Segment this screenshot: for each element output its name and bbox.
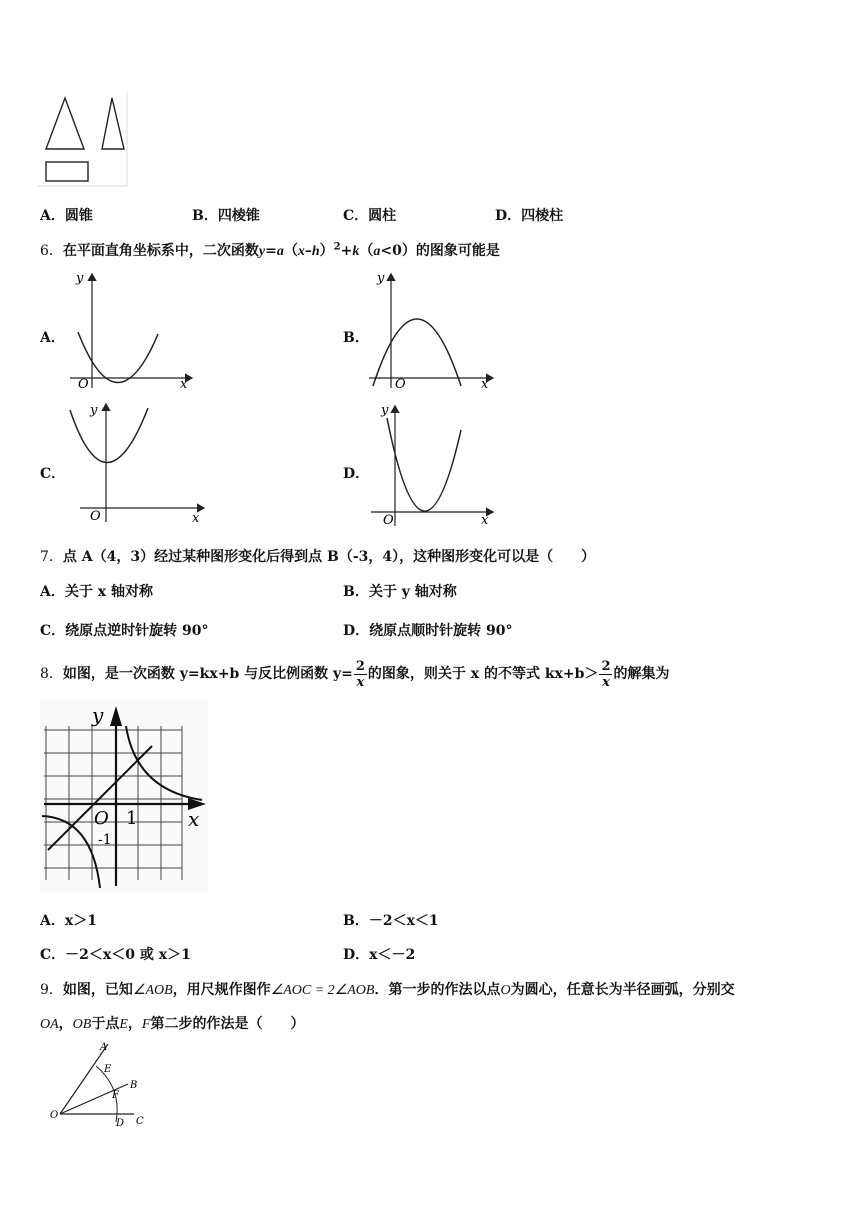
q7-option-a xyxy=(40,581,153,601)
front-view-triangle xyxy=(46,98,84,149)
q7-option-d xyxy=(343,620,513,640)
q6-option-a-label: A． xyxy=(40,330,65,346)
formula-k: k xyxy=(352,244,360,259)
q8-graph xyxy=(40,700,208,892)
q6-stem xyxy=(40,240,500,260)
formula-minus: – xyxy=(304,243,312,259)
q6-graph-b xyxy=(365,262,505,392)
option-text: 四棱柱 xyxy=(521,208,564,224)
graph-neg-one-label: -1 xyxy=(98,832,112,848)
question-number: 9． xyxy=(40,982,63,998)
origin-label: O xyxy=(395,377,406,392)
q6-stem-after: 的图象可能是 xyxy=(415,243,500,259)
option-label: C． xyxy=(40,947,66,963)
q6-graph-c xyxy=(62,398,212,528)
option-text: 关于 x 轴对称 xyxy=(64,584,153,600)
formula-close: ） xyxy=(319,243,334,259)
parabola-curve xyxy=(70,408,148,463)
formula-plus: + xyxy=(340,243,353,259)
angle-aob: ∠AOB xyxy=(132,983,173,998)
q9-line1-a: 如图，已知 xyxy=(62,982,133,998)
q5-option-b xyxy=(192,205,260,225)
side-view-triangle xyxy=(102,98,124,149)
option-label: B． xyxy=(192,208,218,224)
origin-label: O xyxy=(90,509,101,524)
parabola-curve xyxy=(78,332,158,383)
option-label: C． xyxy=(343,208,369,224)
option-label: D． xyxy=(495,208,522,224)
segment-ob: OB xyxy=(72,1017,92,1032)
option-label: A． xyxy=(40,584,65,600)
cond-a: a xyxy=(373,244,381,259)
q8-option-a xyxy=(40,910,97,930)
graph-y-label: y xyxy=(92,703,104,727)
axis-x-label: x xyxy=(481,513,489,528)
point-f: F xyxy=(141,1017,151,1032)
q5-option-a xyxy=(40,205,93,225)
formula-paren: （ xyxy=(283,243,298,259)
axis-y-label: y xyxy=(377,271,385,286)
segment-oa: OA xyxy=(40,1017,59,1032)
formula-h: h xyxy=(311,244,320,259)
question-number: 7． xyxy=(40,549,63,565)
graph-origin-label: O xyxy=(94,808,109,829)
option-label: B． xyxy=(343,913,369,929)
option-text: 圆锥 xyxy=(64,208,93,224)
option-label: C． xyxy=(40,623,66,639)
parabola-curve xyxy=(373,319,461,386)
option-text: 绕原点逆时针旋转 90° xyxy=(65,623,209,639)
q6-graph-d xyxy=(365,398,505,528)
fraction-numerator: 2 xyxy=(601,658,611,674)
q9-line2-b: ， xyxy=(127,1016,142,1032)
q9-angle-figure xyxy=(46,1040,156,1130)
option-text: 关于 y 轴对称 xyxy=(368,584,457,600)
top-view-rectangle xyxy=(46,162,88,181)
label-o: O xyxy=(50,1110,59,1121)
q6-option-b-label: B． xyxy=(343,330,369,346)
question-number: 8． xyxy=(40,666,63,682)
label-b: B xyxy=(130,1080,138,1091)
q7-stem xyxy=(40,546,595,566)
q8-option-d xyxy=(343,944,415,964)
q9-stem-line1 xyxy=(40,979,735,999)
q7-option-b xyxy=(343,581,457,601)
q6-stem-before: 在平面直角坐标系中，二次函数 xyxy=(62,243,259,259)
q8-stem-1: 如图，是一次函数 y=kx+b 与反比例函数 y= xyxy=(62,666,353,682)
point-o: O xyxy=(500,983,511,998)
fraction-denominator: x xyxy=(602,674,610,690)
formula-x: x xyxy=(297,244,305,259)
q9-line1-b: ，用尺规作图作 xyxy=(172,982,271,998)
q6-option-d-label: D． xyxy=(343,466,370,482)
fraction-2-over-x xyxy=(354,659,367,690)
option-text: 绕原点顺时针旋转 90° xyxy=(369,623,513,639)
angle-equation: ∠AOC = 2∠AOB xyxy=(270,983,375,998)
option-label: A． xyxy=(40,913,65,929)
label-f: F xyxy=(112,1090,119,1101)
q6-graph-a xyxy=(62,262,202,392)
q9-stem-line2 xyxy=(40,1013,304,1033)
q7-option-c xyxy=(40,620,209,640)
option-text: －2＜x＜0 或 x＞1 xyxy=(65,947,191,963)
label-c: C xyxy=(136,1116,144,1127)
label-d: D xyxy=(116,1118,125,1129)
option-label: D． xyxy=(343,623,370,639)
q6-option-c-label: C． xyxy=(40,466,66,482)
comma: ， xyxy=(58,1016,73,1032)
graph-x-label: x xyxy=(188,807,200,831)
q8-option-b xyxy=(343,910,439,930)
label-e: E xyxy=(104,1064,112,1075)
q9-line2-c: 第二步的作法是（ ） xyxy=(150,1016,305,1032)
q9-line2-a: 于点 xyxy=(91,1016,120,1032)
q9-line1-d: 为圆心，任意长为半径画弧，分别交 xyxy=(510,982,735,998)
q5-option-c xyxy=(343,205,396,225)
option-text: 圆柱 xyxy=(368,208,397,224)
axis-y-label: y xyxy=(76,271,84,286)
point-e: E xyxy=(119,1017,128,1032)
fraction-denominator: x xyxy=(356,674,365,690)
option-text: 四棱锥 xyxy=(217,208,260,224)
three-view-figure xyxy=(38,92,132,188)
q8-option-c xyxy=(40,944,191,964)
q9-line1-c: ．第一步的作法以点 xyxy=(374,982,501,998)
fraction-numerator: 2 xyxy=(355,658,365,674)
fraction-2-over-x xyxy=(599,659,612,690)
formula-sq: 2 xyxy=(333,241,341,253)
formula-a: a xyxy=(276,244,284,259)
cond-open: （ xyxy=(359,243,374,259)
option-text: x＜－2 xyxy=(369,947,416,963)
q5-option-d xyxy=(495,205,563,225)
origin-label: O xyxy=(78,377,89,392)
question-number: 6． xyxy=(40,243,63,259)
option-text: －2＜x＜1 xyxy=(368,913,439,929)
option-label: D． xyxy=(343,947,370,963)
axis-x-label: x xyxy=(481,377,489,392)
option-text: x＞1 xyxy=(64,913,97,929)
origin-label: O xyxy=(383,513,394,528)
parabola-curve xyxy=(387,418,461,511)
q8-stem-3: 的解集为 xyxy=(613,666,670,682)
axis-x-label: x xyxy=(192,511,200,526)
cond-lt: <0） xyxy=(380,243,416,259)
q8-stem xyxy=(40,656,669,692)
formula-eq: = xyxy=(265,243,277,259)
graph-one-label: 1 xyxy=(126,808,138,829)
q7-stem-text: 点 A（4，3）经过某种图形变化后得到点 B（-3，4），这种图形变化可以是（ ） xyxy=(62,549,596,565)
label-a: A xyxy=(100,1042,108,1053)
axis-y-label: y xyxy=(90,403,98,418)
option-label: B． xyxy=(343,584,369,600)
option-label: A． xyxy=(40,208,65,224)
formula-y: y xyxy=(258,244,266,259)
q8-stem-2: 的图象，则关于 x 的不等式 kx+b＞ xyxy=(367,666,599,682)
axis-x-label: x xyxy=(180,377,188,392)
axis-y-label: y xyxy=(381,403,389,418)
